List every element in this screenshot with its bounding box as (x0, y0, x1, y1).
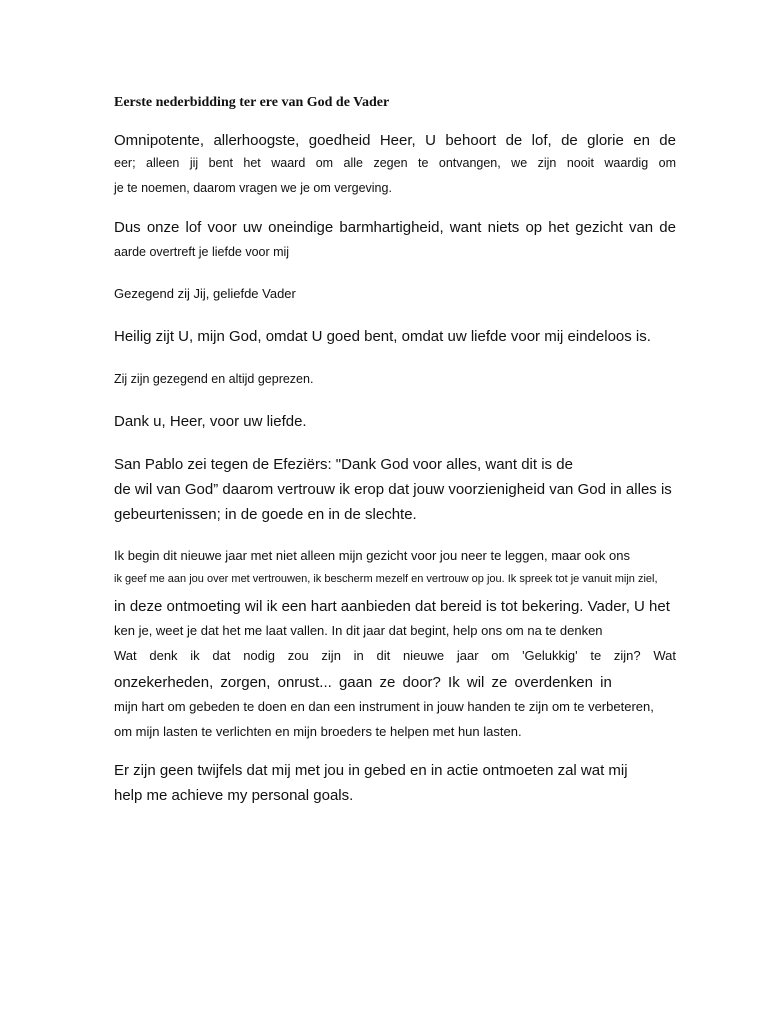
paragraph-line: in deze ontmoeting wil ik een hart aanbieden dat bereid is tot bekering. Vader, U het (114, 598, 670, 615)
paragraph-line: Ik begin dit nieuwe jaar met niet alleen mijn gezicht voor jou neer te leggen, maar ook ons (114, 548, 630, 563)
paragraph-line: Zij zijn gezegend en altijd geprezen. (114, 372, 314, 386)
paragraph-line: de wil van God” daarom vertrouw ik erop dat jouw voorzienigheid van God in alles is (114, 481, 672, 498)
paragraph-line: om mijn lasten te verlichten en mijn broeders te helpen met hun lasten. (114, 724, 522, 739)
paragraph-line: je te noemen, daarom vragen we je om vergeving. (114, 181, 392, 195)
paragraph-line: mijn hart om gebeden te doen en dan een instrument in jouw handen te zijn om te verbeteren, (114, 699, 654, 714)
paragraph-line: aarde overtreft je liefde voor mij (114, 245, 290, 259)
paragraph-line: onzekerheden, zorgen, onrust... gaan ze door? Ik wil ze overdenken in (114, 674, 612, 691)
paragraph-line: ken je, weet je dat het me laat vallen. In dit jaar dat begint, help ons om na te denken (114, 623, 603, 638)
paragraph-line: Wat denk ik dat nodig zou zijn in dit nieuwe jaar om 'Gelukkig' te zijn? Wat (114, 648, 676, 663)
paragraph-line: Er zijn geen twijfels dat mij met jou in gebed en in actie ontmoeten zal wat mij (114, 762, 628, 779)
paragraph-line: Dus onze lof voor uw oneindige barmhartigheid, want niets op het gezicht van de (114, 219, 676, 236)
paragraph-line: help me achieve my personal goals. (114, 787, 354, 804)
paragraph-line: gebeurtenissen; in de goede en in de slechte. (114, 506, 417, 523)
paragraph-line: Dank u, Heer, voor uw liefde. (114, 413, 307, 430)
paragraph-line: San Pablo zei tegen de Efeziërs: "Dank God voor alles, want dit is de (114, 456, 573, 473)
paragraph-line: Omnipotente, allerhoogste, goedheid Heer, U behoort de lof, de glorie en de (114, 132, 676, 149)
paragraph-line: ik geef me aan jou over met vertrouwen, ik bescherm mezelf en vertrouw op jou. Ik spreek tot je vanuit mijn ziel, (114, 573, 658, 585)
paragraph-line: eer; alleen jij bent het waard om alle zegen te ontvangen, we zijn nooit waardig om (114, 156, 676, 170)
paragraph-line: Heilig zijt U, mijn God, omdat U goed bent, omdat uw liefde voor mij eindeloos is. (114, 328, 651, 345)
document-title: Eerste nederbidding ter ere van God de Vader (114, 95, 390, 110)
paragraph-line: Gezegend zij Jij, geliefde Vader (114, 286, 296, 301)
